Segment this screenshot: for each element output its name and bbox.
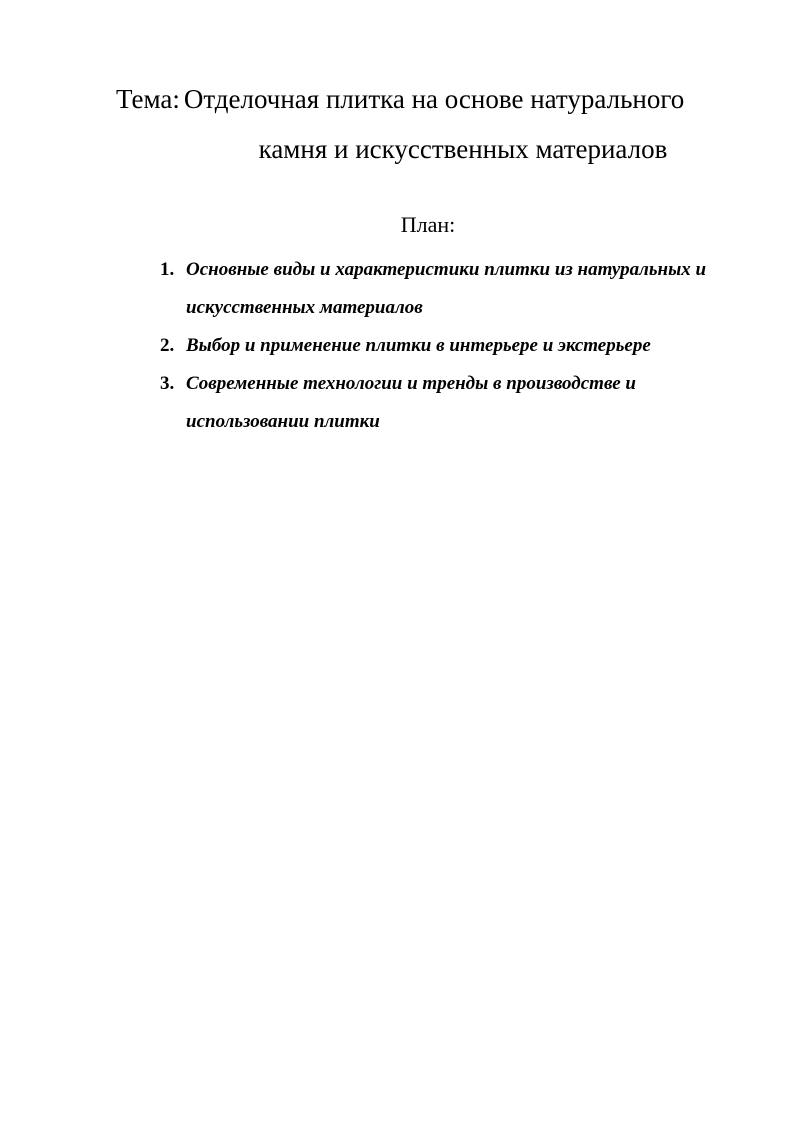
plan-item-text: Современные технологии и тренды в производстве и использовании плитки: [186, 373, 636, 432]
topic-title-line2: камня и искусственных материалов: [258, 134, 668, 164]
topic-title-line1: Отделочная плитка на основе натурального: [183, 84, 685, 114]
plan-list: [160, 251, 740, 441]
plan-item-text: Выбор и применение плитки в интерьере и экстерьере: [186, 335, 651, 356]
plan-item: [160, 365, 740, 441]
plan-item-text: Основные виды и характеристики плитки из натуральных и искусственных материалов: [186, 259, 707, 318]
topic-first-line: [116, 74, 756, 124]
plan-heading: План:: [400, 212, 456, 237]
topic-label: Тема:: [116, 84, 180, 114]
plan-item-number: 2.: [160, 335, 175, 356]
plan-item: [160, 251, 740, 327]
document-topic: [116, 74, 756, 174]
plan-item: [160, 327, 740, 365]
plan-item-number: 1.: [160, 259, 175, 280]
plan-item-number: 3.: [160, 373, 175, 394]
